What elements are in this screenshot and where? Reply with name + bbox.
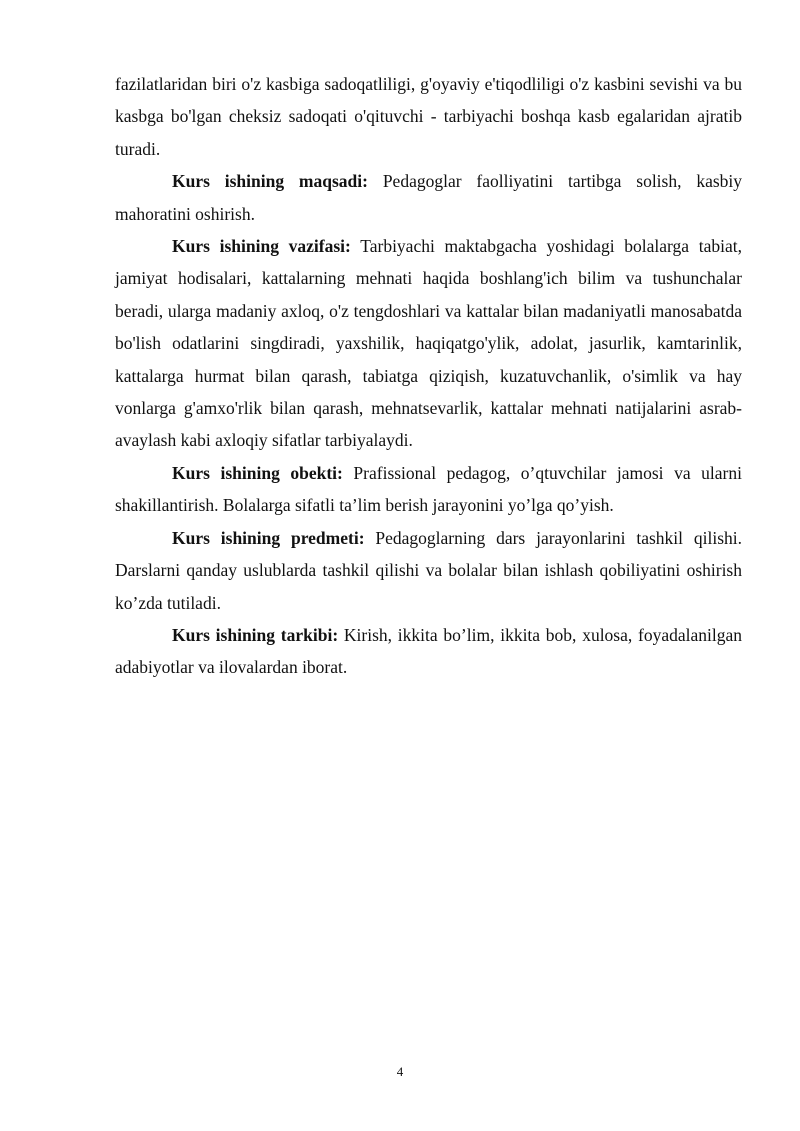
paragraph-label: Kurs ishining predmeti: (172, 527, 365, 548)
paragraph-text: Tarbiyachi maktabgacha yoshidagi bolalarga tabiat, jamiyat hodisalari, kattalarning mehnati haqida boshlang'ich bilim va tushunchalar beradi, ularga madaniy axloq, o'z tengdoshlari va kattalar bilan madaniyatli manosabatda bo'lish odatlarini singdiradi, yaxshilik, haqiqatgo'ylik, adolat, jasurlik, kamtarinlik, kattalarga hurmat bilan qarash, tabiatga qiziqish, kuzatuvchanlik, o'simlik va hay vonlarga g'amxo'rlik bilan qarash, mehnatsevarlik, kattalar mehnati natijalarini asrab-avaylash kabi axloqiy sifatlar tarbiyalaydi. (115, 236, 742, 451)
paragraph-continuation (115, 68, 742, 165)
paragraph-label: Kurs ishining maqsadi: (172, 171, 368, 192)
paragraph-tarkibi (115, 619, 742, 684)
paragraph-label: Kurs ishining obekti: (172, 462, 343, 483)
paragraph-label: Kurs ishining tarkibi: (172, 624, 339, 645)
paragraph-vazifasi (115, 230, 742, 457)
paragraph-text: fazilatlaridan biri o'z kasbiga sadoqatliligi, g'oyaviy e'tiqodliligi o'z kasbini sevishi va bu kasbga bo'lgan cheksiz sadoqati o'qituvchi - tarbiyachi boshqa kasb egalaridan ajratib turadi. (115, 74, 742, 159)
document-body (115, 68, 742, 684)
paragraph-obekti (115, 457, 742, 522)
paragraph-maqsadi (115, 165, 742, 230)
paragraph-text: Kirish, ikkita bo’lim, ikkita bob, xulosa, foyadalanilgan adabiyotlar va ilovalardan iborat. (115, 624, 742, 678)
paragraph-text: Prafissional pedagog, o’qtuvchilar jamosi va ularni shakillantirish. Bolalarga sifatli ta’lim berish jarayonini yo’lga qo’yish. (115, 462, 742, 516)
paragraph-text: Pedagoglar faolliyatini tartibga solish, kasbiy mahoratini oshirish. (115, 171, 743, 224)
paragraph-text: Pedagoglarning dars jarayonlarini tashkil qilishi. Darslarni qanday uslublarda tashkil qilishi va bolalar bilan ishlash qobiliyatini oshirish ko’zda tutiladi. (115, 527, 742, 613)
paragraph-label: Kurs ishining vazifasi: (172, 236, 351, 257)
page-number: 4 (396, 1064, 404, 1079)
paragraph-predmeti (115, 522, 742, 619)
